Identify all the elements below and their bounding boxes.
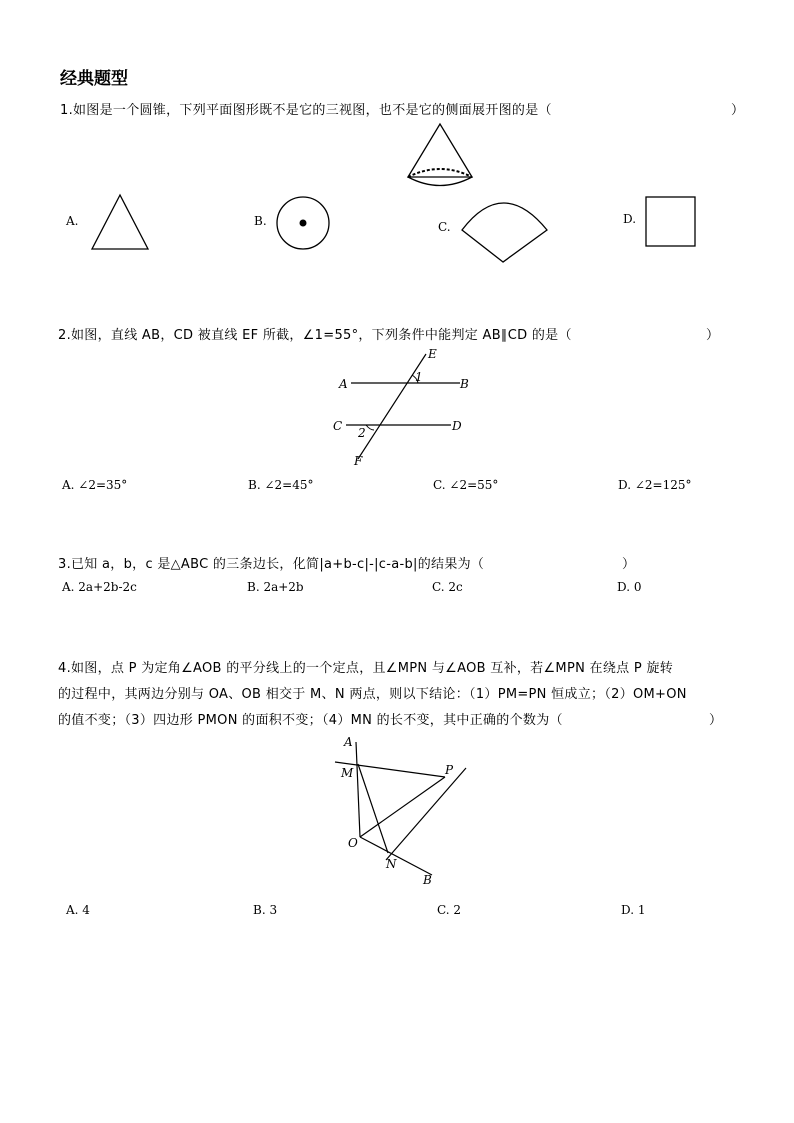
angle-2-arc — [366, 425, 374, 430]
cone-base-back — [408, 169, 472, 177]
label-e: E — [428, 347, 437, 361]
q1-option-a-label: A. — [66, 214, 79, 228]
cone-base-front — [408, 177, 472, 186]
q2-stem: 2.如图，直线 AB，CD 被直线 EF 所截，∠1=55°，下列条件中能判定 AB∥CD 的是（ — [58, 328, 572, 343]
label-a: A — [339, 377, 348, 391]
q3-stem: 3.已知 a，b，c 是△ABC 的三条边长，化简|a+b-c|-|c-a-b|的结果为（ — [58, 557, 485, 572]
segment-mn — [358, 764, 388, 853]
q2-option-a: A. ∠2=35° — [62, 478, 128, 492]
q4-stem-line-1: 4.如图，点 P 为定角∠AOB 的平分线上的一个定点，且∠MPN 与∠AOB 互补，若∠MPN 在绕点 P 旋转 — [58, 661, 674, 676]
q2-option-b: B. ∠2=45° — [248, 478, 314, 492]
q4-stem-line-3: 的值不变；（3）四边形 PMON 的面积不变；（4）MN 的长不变，其中正确的个数为（ — [58, 713, 563, 728]
q3-option-a: A. 2a+2b-2c — [62, 580, 137, 594]
label-p: P — [445, 763, 454, 777]
label-b: B — [423, 873, 432, 887]
page-title: 经典题型 — [60, 69, 128, 89]
q4-angle-bisector-figure — [335, 732, 475, 892]
q2-close-paren: ） — [706, 328, 720, 343]
q1-option-b-label: B. — [254, 214, 267, 228]
label-d: D — [452, 419, 462, 433]
q2-option-d: D. ∠2=125° — [618, 478, 692, 492]
q4-option-b: B. 3 — [253, 903, 278, 917]
label-angle-1: 1 — [415, 370, 423, 384]
q1-option-c-sector — [456, 190, 552, 266]
line-pn — [386, 768, 466, 860]
q2-option-c: C. ∠2=55° — [433, 478, 499, 492]
q4-close-paren: ） — [709, 713, 723, 728]
cone-sides — [408, 124, 472, 177]
q2-parallel-lines-figure — [330, 345, 475, 470]
ray-oa — [356, 742, 360, 837]
q3-option-c: C. 2c — [432, 580, 463, 594]
q4-option-a: A. 4 — [66, 903, 90, 917]
label-n: N — [386, 857, 397, 871]
label-b: B — [460, 377, 469, 391]
q3-option-b: B. 2a+2b — [247, 580, 304, 594]
label-c: C — [333, 419, 343, 433]
q1-option-d-label: D. — [623, 212, 637, 226]
q3-close-paren: ） — [622, 557, 636, 572]
q1-close-paren: ） — [731, 103, 745, 118]
label-angle-2: 2 — [358, 426, 366, 440]
q1-option-a-triangle — [88, 192, 154, 252]
label-o: O — [348, 836, 358, 850]
q3-option-d: D. 0 — [617, 580, 642, 594]
q1-stem: 1.如图是一个圆锥，下列平面图形既不是它的三视图，也不是它的侧面展开图的是（ — [60, 103, 552, 118]
q1-cone-figure — [400, 120, 480, 195]
q1-option-c-label: C. — [438, 220, 451, 234]
label-m: M — [341, 766, 354, 780]
q4-option-d: D. 1 — [621, 903, 646, 917]
q4-stem-line-2: 的过程中，其两边分别与 OA、OB 相交于 M、N 两点，则以下结论：（1）PM=PN 恒成立；（2）OM+ON — [58, 687, 687, 702]
label-f: F — [354, 454, 363, 468]
q4-option-c: C. 2 — [437, 903, 462, 917]
q1-option-d-square — [644, 195, 698, 249]
label-a: A — [344, 735, 353, 749]
q1-option-b-circle — [274, 194, 332, 252]
